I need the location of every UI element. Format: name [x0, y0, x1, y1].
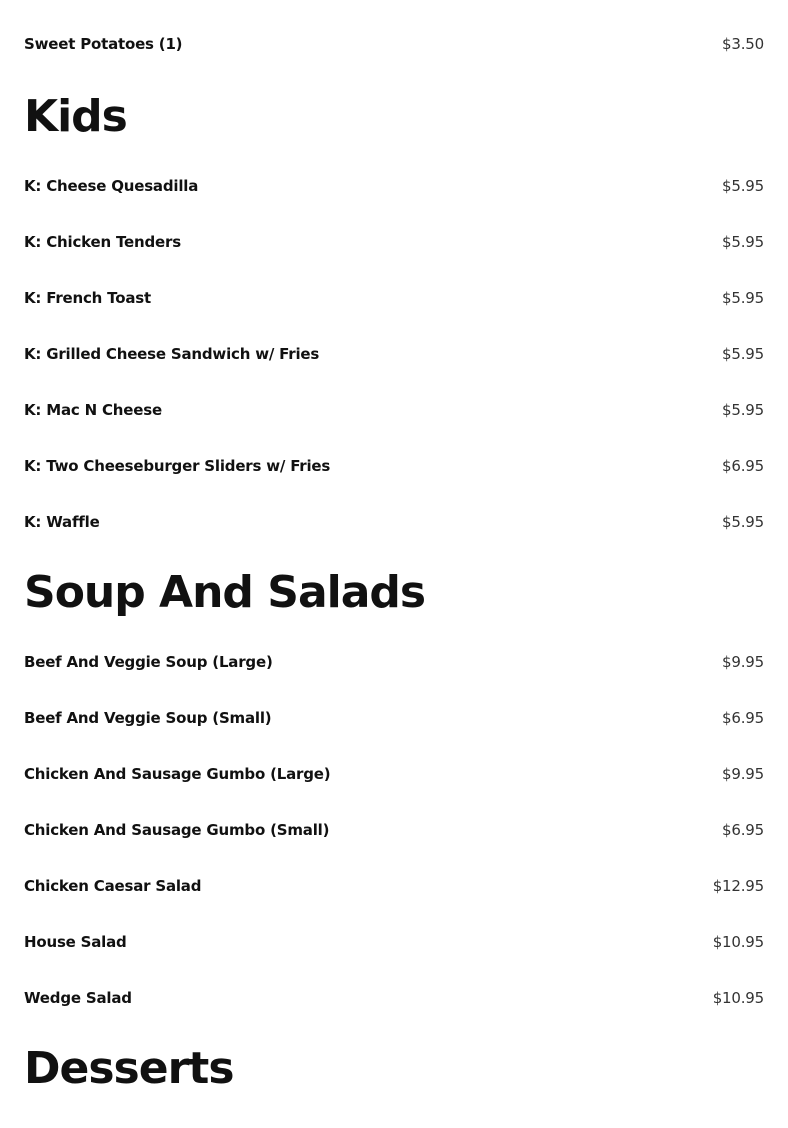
menu-item-name: Beef And Veggie Soup (Large): [24, 653, 273, 671]
menu-item[interactable]: [24, 158, 764, 214]
menu-item[interactable]: [24, 18, 764, 74]
menu-item-name: Beef And Veggie Soup (Small): [24, 709, 272, 727]
menu-item[interactable]: [24, 438, 764, 494]
menu-item[interactable]: [24, 802, 764, 858]
menu-item-name: Chicken And Sausage Gumbo (Large): [24, 765, 331, 783]
menu-item-price: $6.95: [722, 821, 764, 839]
menu-item-name: Chicken And Sausage Gumbo (Small): [24, 821, 330, 839]
section-title-desserts: Desserts: [24, 1043, 234, 1094]
menu-item[interactable]: [24, 746, 764, 802]
menu-item-name: Wedge Salad: [24, 989, 132, 1007]
menu-item-price: $6.95: [722, 457, 764, 475]
menu-item-price: $3.50: [722, 35, 764, 53]
menu-item-price: $5.95: [722, 177, 764, 195]
menu-item-price: $5.95: [722, 401, 764, 419]
menu-item-name: K: French Toast: [24, 289, 151, 307]
menu-item-price: $9.95: [722, 765, 764, 783]
section-kids-items: [24, 158, 764, 550]
section-title-soup-and-salads: Soup And Salads: [24, 567, 426, 618]
menu-item[interactable]: [24, 690, 764, 746]
section-title-kids: Kids: [24, 91, 127, 142]
menu-item-price: $9.95: [722, 653, 764, 671]
menu-item-name: K: Mac N Cheese: [24, 401, 162, 419]
menu-item-name: Chicken Caesar Salad: [24, 877, 202, 895]
menu-item-name: Sweet Potatoes (1): [24, 35, 183, 53]
menu-item-price: $6.95: [722, 709, 764, 727]
menu-item[interactable]: [24, 858, 764, 914]
menu-item-price: $12.95: [712, 877, 764, 895]
menu-item[interactable]: [24, 382, 764, 438]
menu-item[interactable]: [24, 326, 764, 382]
menu-item[interactable]: [24, 214, 764, 270]
menu-item[interactable]: [24, 494, 764, 550]
menu-item-name: House Salad: [24, 933, 127, 951]
menu-item-name: K: Two Cheeseburger Sliders w/ Fries: [24, 457, 331, 475]
menu-item[interactable]: [24, 914, 764, 970]
menu-item-price: $5.95: [722, 233, 764, 251]
menu-item-price: $10.95: [712, 989, 764, 1007]
menu-item-name: K: Waffle: [24, 513, 100, 531]
menu-item[interactable]: [24, 634, 764, 690]
menu-item-price: $10.95: [712, 933, 764, 951]
menu-item-price: $5.95: [722, 345, 764, 363]
section-soup-and-salads-items: [24, 634, 764, 1026]
menu-item-name: K: Grilled Cheese Sandwich w/ Fries: [24, 345, 320, 363]
menu-item-price: $5.95: [722, 513, 764, 531]
menu-item[interactable]: [24, 970, 764, 1026]
menu-item-price: $5.95: [722, 289, 764, 307]
menu-item-name: K: Cheese Quesadilla: [24, 177, 199, 195]
menu-item[interactable]: [24, 270, 764, 326]
menu-item-name: K: Chicken Tenders: [24, 233, 181, 251]
